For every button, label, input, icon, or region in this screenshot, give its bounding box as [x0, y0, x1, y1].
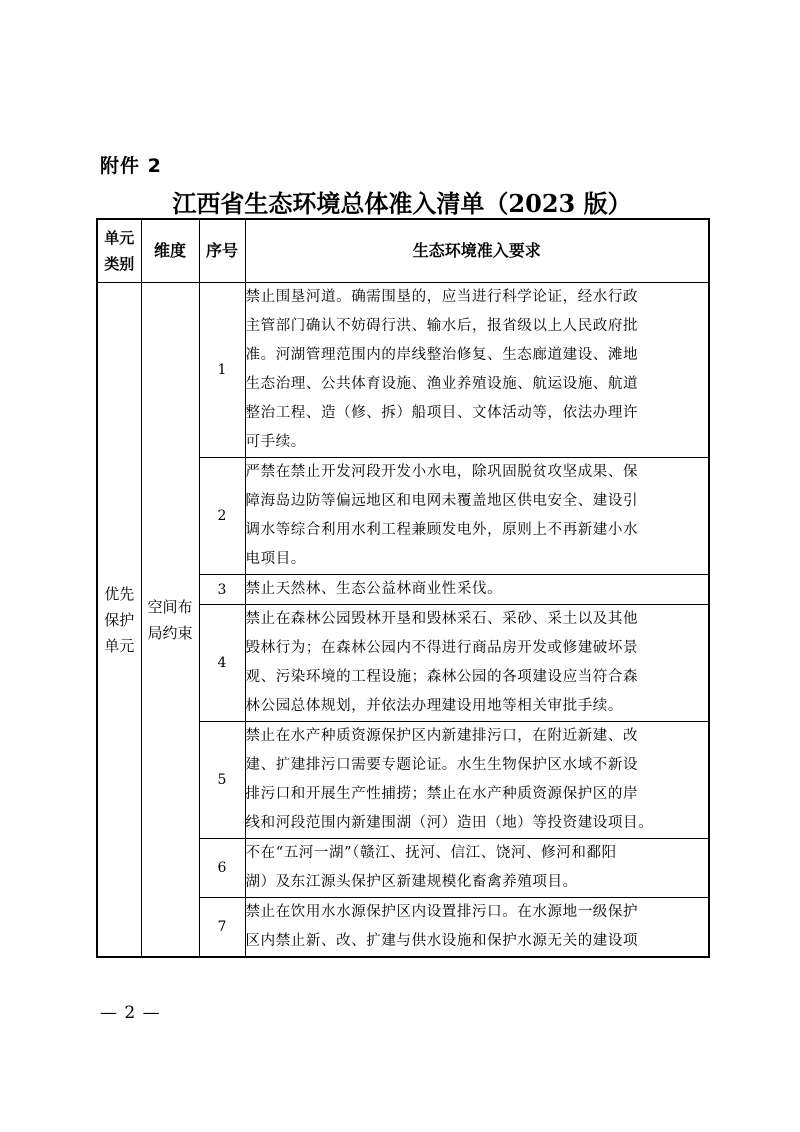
row-number: 5	[199, 722, 245, 839]
requirement-line: 禁止在水产种质资源保护区内新建排污口，在附近新建、改	[245, 728, 639, 744]
unit-category-line: 单元	[104, 636, 135, 655]
requirement-line: 林公园总体规划，并依法办理建设用地等相关审批手续。	[245, 698, 623, 714]
requirement-text	[245, 575, 709, 605]
requirement-line: 线和河段范围内新建围湖（河）造田（地）等投资建设项目。	[245, 815, 654, 831]
requirement-line: 调水等综合利用水利工程兼顾发电外，原则上不再新建小水	[245, 522, 639, 538]
requirement-line: 准。河湖管理范围内的岸线整治修复、生态廊道建设、滩地	[245, 347, 639, 363]
requirement-line: 禁止围垦河道。确需围垦的，应当进行科学论证，经水行政	[245, 289, 639, 305]
dimension-line: 局约束	[147, 623, 193, 642]
page-number: — 2 —	[100, 1003, 161, 1023]
dimension-cell	[141, 283, 199, 958]
requirement-line: 观、污染环境的工程设施；森林公园的各项建设应当符合森	[245, 669, 639, 685]
row-number: 2	[199, 458, 245, 575]
requirement-line: 整治工程、造（修、拆）船项目、文体活动等，依法办理许	[245, 405, 639, 421]
header-dimension: 维度	[141, 219, 199, 283]
requirement-line: 障海岛边防等偏远地区和电网未覆盖地区供电安全、建设引	[245, 493, 639, 509]
requirement-line: 排污口和开展生产性捕捞；禁止在水产种质资源保护区的岸	[245, 786, 639, 802]
header-category-line1: 单元	[104, 229, 135, 247]
requirement-text	[245, 722, 709, 839]
table-header-row	[97, 219, 709, 283]
requirement-line: 可手续。	[245, 434, 306, 450]
requirement-line: 禁止在饮用水水源保护区内设置排污口。在水源地一级保护	[245, 904, 639, 920]
requirement-line: 主管部门确认不妨碍行洪、输水后，报省级以上人民政府批	[245, 318, 639, 334]
unit-category-line: 优先	[104, 584, 135, 603]
header-number: 序号	[199, 219, 245, 283]
row-number: 4	[199, 605, 245, 722]
requirement-line: 电项目。	[245, 551, 306, 567]
requirement-line: 建、扩建排污口需要专题论证。水生生物保护区水域不新设	[245, 757, 639, 773]
requirement-text	[245, 898, 709, 958]
requirement-line: 禁止在森林公园毁林开垦和毁林采石、采砂、采土以及其他	[245, 611, 639, 627]
requirement-text	[245, 839, 709, 898]
requirement-line: 禁止天然林、生态公益林商业性采伐。	[245, 581, 503, 597]
row-number: 1	[199, 283, 245, 458]
requirement-text	[245, 458, 709, 575]
requirement-line: 生态治理、公共体育设施、渔业养殖设施、航运设施、航道	[245, 376, 639, 392]
requirement-line: 区内禁止新、改、扩建与供水设施和保护水源无关的建设项	[245, 933, 639, 949]
admission-requirements-table	[96, 218, 710, 958]
document-title: 江西省生态环境总体准入清单（2023 版）	[172, 189, 632, 218]
requirement-line: 严禁在禁止开发河段开发小水电，除巩固脱贫攻坚成果、保	[245, 464, 639, 480]
row-number: 7	[199, 898, 245, 958]
header-requirement: 生态环境准入要求	[245, 219, 709, 283]
dimension-line: 空间布	[147, 597, 193, 616]
header-category-line2: 类别	[104, 255, 135, 273]
header-unit-category	[97, 219, 141, 283]
unit-category-cell	[97, 283, 141, 958]
requirement-text	[245, 283, 709, 458]
requirement-text	[245, 605, 709, 722]
requirement-line: 不在“五河一湖”（赣江、抚河、信江、饶河、修河和鄱阳	[245, 845, 617, 861]
requirement-line: 湖）及东江源头保护区新建规模化畜禽养殖项目。	[245, 874, 578, 890]
row-number: 3	[199, 575, 245, 605]
table-row	[97, 283, 709, 458]
row-number: 6	[199, 839, 245, 898]
requirement-line: 毁林行为；在森林公园内不得进行商品房开发或修建破坏景	[245, 640, 639, 656]
attachment-label: 附件 2	[100, 155, 162, 177]
unit-category-line: 保护	[104, 610, 135, 629]
